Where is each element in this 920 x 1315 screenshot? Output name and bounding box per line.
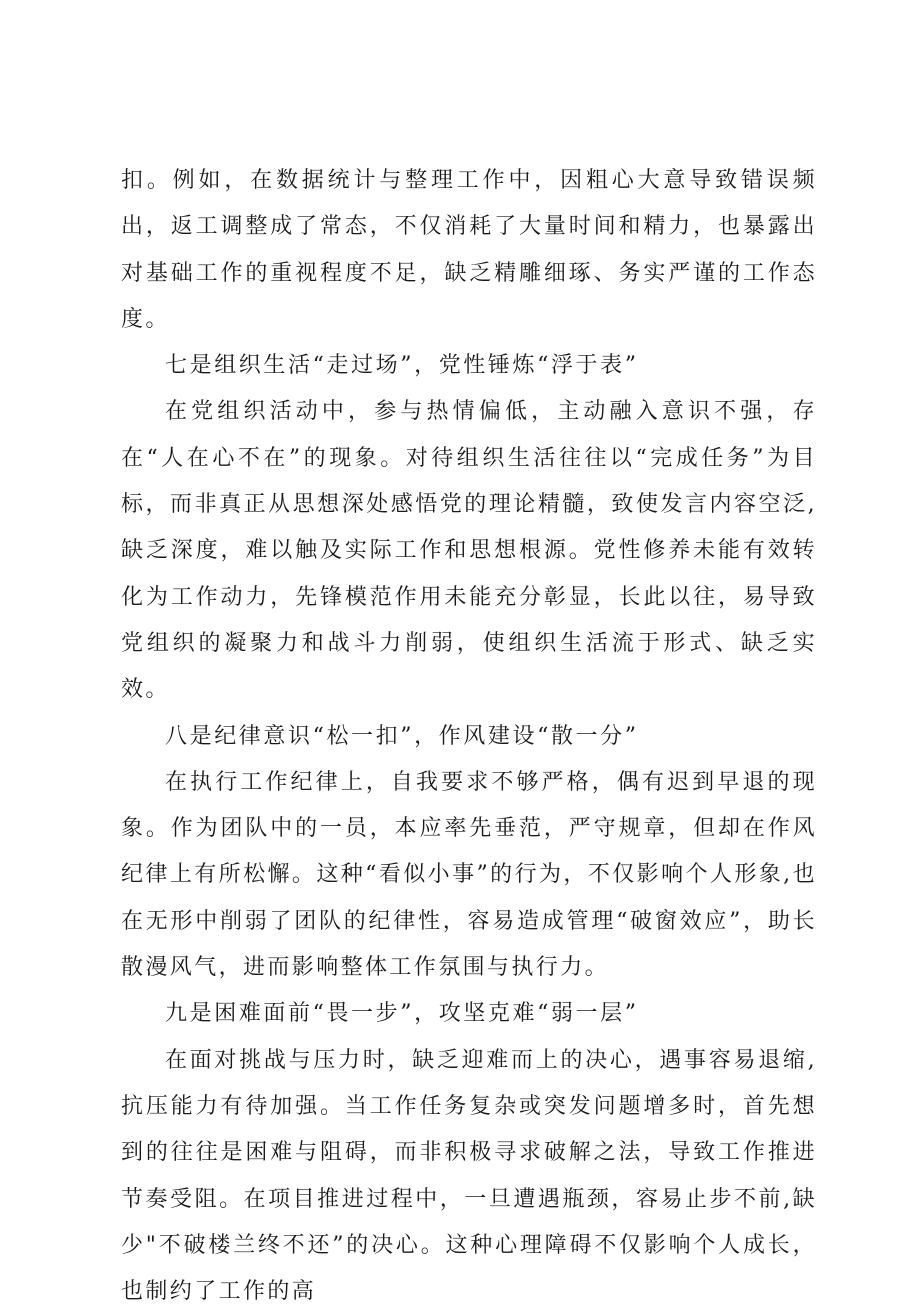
section-heading-seven: 七是组织生活“走过场”，党性锤炼“浮于表” [165,353,639,379]
document-body [121,158,817,1315]
paragraph-eight: 在执行工作纪律上，自我要求不够严格，偶有迟到早退的现象。作为团队中的一员，本应率先垂范，严守规章，但却在作风纪律上有所松懈。这种“看似小事”的行为，不仅影响个人形象,也在无形中削弱了团队的纪律性，容易造成管理“破窗效应”，助长散漫风气，进而影响整体工作氛围与执行力。 [121,769,817,981]
paragraph-continued: 扣。例如，在数据统计与整理工作中，因粗心大意导致错误频出，返工调整成了常态，不仅消耗了大量时间和精力，也暴露出对基础工作的重视程度不足，缺乏精雕细琢、务实严谨的工作态度。 [121,168,817,332]
section-heading-nine: 九是困难面前“畏一步”，攻坚克难“弱一层” [165,1001,639,1027]
paragraph-nine: 在面对挑战与压力时，缺乏迎难而上的决心，遇事容易退缩,抗压能力有待加强。当工作任务复杂或突发问题增多时，首先想到的往往是困难与阻碍，而非积极寻求破解之法，导致工作推进节奏受阻。在项目推进过程中，一旦遭遇瓶颈，容易止步不前,缺少"不破楼兰终不还”的决心。这种心理障碍不仅影响个人成长，也制约了工作的高 [121,1047,817,1305]
section-heading-eight: 八是纪律意识“松一扣”，作风建设“散一分” [165,723,639,749]
paragraph-seven: 在党组织活动中，参与热情偏低，主动融入意识不强，存在“人在心不在”的现象。对待组织生活往往以“完成任务”为目标，而非真正从思想深处感悟党的理论精髓，致使发言内容空泛,缺乏深度，难以触及实际工作和思想根源。党性修养未能有效转化为工作动力，先锋模范作用未能充分彰显，长此以往，易导致党组织的凝聚力和战斗力削弱，使组织生活流于形式、缺乏实效。 [121,399,817,703]
